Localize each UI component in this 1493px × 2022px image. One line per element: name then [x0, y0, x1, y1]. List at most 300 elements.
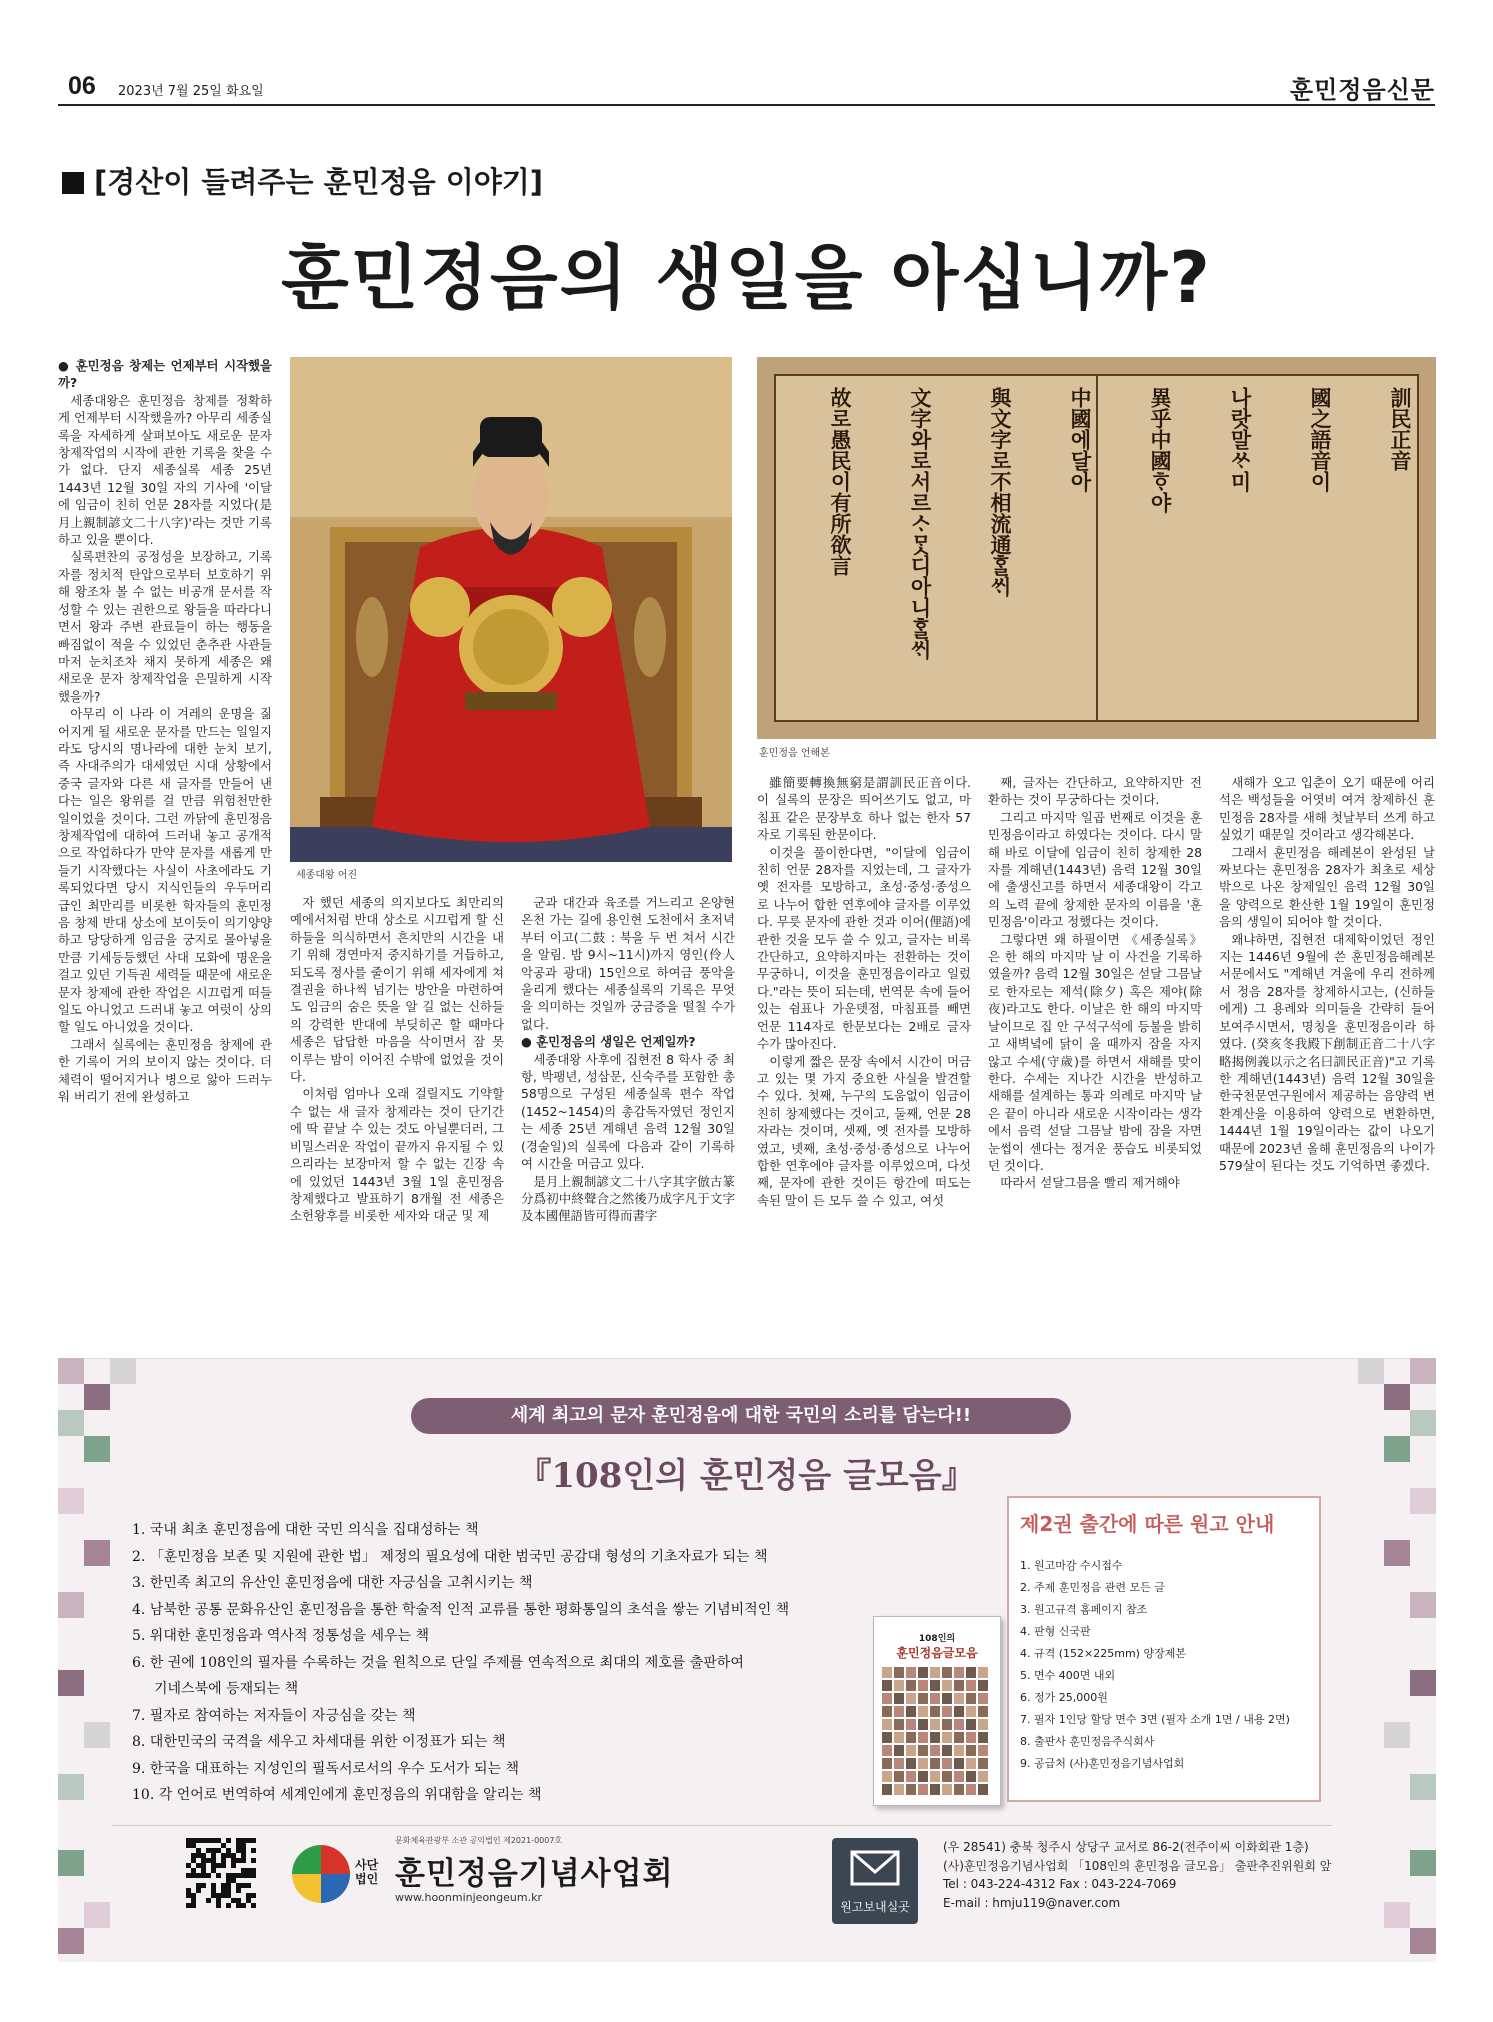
author-photo [966, 1745, 976, 1756]
contact-line: E-mail : hmju119@naver.com [943, 1895, 1121, 1910]
author-photo [930, 1667, 940, 1678]
qr-module [211, 1838, 216, 1843]
author-photo [954, 1758, 964, 1769]
author-photo [906, 1680, 916, 1691]
article-paragraph: 그래서 훈민정음 해례본이 완성된 날짜보다는 훈민정음 28자가 최초로 세상 밖으로 나온 창제일인 음력 12월 30일을 양력으로 환산한 1월 19일이 훈민정음의 생일이 되어야 할 것이다. [1219, 844, 1435, 930]
guide-item: 7. 필자 1인당 할당 면수 3면 (필자 소개 1면 / 내용 2면) [1020, 1713, 1290, 1726]
qr-module [226, 1853, 231, 1858]
org-prefix-line1: 사단 [355, 1858, 379, 1872]
article-paragraph: 세종대왕 사후에 집현전 8 학사 중 최항, 박팽년, 성삼문, 신숙주를 포함한 총 58명으로 구성된 세종실록 편수 작업(1452~1454)의 총감독자였던 정인지는 세종 25년 계해년 음력 12월 30일(경술일)의 실록에 다음과 같이 기록하여 시간을 머금고 있다. [521, 1051, 735, 1172]
author-photo [918, 1771, 928, 1782]
qr-module [246, 1868, 251, 1873]
author-photo [882, 1784, 892, 1795]
author-photo [954, 1771, 964, 1782]
author-photo [918, 1680, 928, 1691]
decorative-tile [1410, 1670, 1436, 1696]
article-paragraph: 따라서 섣달그믐을 빨리 제거해야 [1000, 1175, 1180, 1191]
qr-module [211, 1858, 216, 1863]
ad-feature-item: 4. 남북한 공통 문화유산인 훈민정음을 통한 학술적 인적 교류를 통한 평화통일의 초석을 쌓는 기념비적인 책 [132, 1601, 790, 1618]
qr-module [236, 1858, 241, 1863]
author-photo [882, 1732, 892, 1743]
document-column-text: 文字와로서르ᄉᆞᄆᆞᆺ디아니ᄒᆞᆯᄊᆡ [908, 387, 933, 660]
author-photo [894, 1758, 904, 1769]
qr-module [251, 1868, 256, 1873]
decorative-tile [1410, 1850, 1436, 1876]
decorative-tile [1384, 1384, 1410, 1410]
contact-line: (사)훈민정음기념사업회 「108인의 훈민정음 글모음」 출판추진위원회 앞 [943, 1858, 1332, 1873]
author-photo [906, 1758, 916, 1769]
document-column-text: 故로愚民이有所欲言 [828, 387, 853, 576]
author-photo [978, 1732, 988, 1743]
envelope-icon [832, 1838, 918, 1898]
qr-module [231, 1853, 236, 1858]
qr-module [221, 1858, 226, 1863]
qr-module [201, 1873, 206, 1878]
qr-module [211, 1883, 216, 1888]
qr-module [221, 1853, 226, 1858]
qr-module [206, 1858, 211, 1863]
qr-module [236, 1888, 241, 1893]
article-paragraph: 雖簡要轉換無窮是謂訓民正音이다. 이 실록의 문장은 띄어쓰기도 없고, 마침표 같은 문장부호 하나 없는 한자 57자로 기록된 한문이다. [757, 775, 971, 843]
qr-module [241, 1853, 246, 1858]
ad-feature-item: 1. 국내 최초 훈민정음에 대한 국민 의식을 집대성하는 책 [132, 1522, 479, 1538]
author-photo [882, 1745, 892, 1756]
qr-module [196, 1873, 201, 1878]
qr-module [201, 1853, 206, 1858]
article-subheading: ● 훈민정음 창제는 언제부터 시작했을까? [58, 357, 272, 392]
qr-module [226, 1893, 231, 1898]
article-paragraph: 세종대왕은 훈민정음 창제를 정확하게 언제부터 시작했을까? 아무리 세종실록을 자세하게 살펴보아도 새로운 문자 창제작업의 시작에 관한 기록을 찾을 수가 없다. 단지 세종실록 세종 25년 1443년 12월 30일 자의 기사에 '이달에 임금이 친히 언문 28자를 지었다(是月上親制諺文二十八字)'라는 것만 기록하고 있을 뿐이다. [58, 392, 272, 548]
contact-line: Tel : 043-224-4312 Fax : 043-224-7069 [943, 1877, 1177, 1891]
decorative-tile [58, 1670, 84, 1696]
ad-title: 『108인의 훈민정음 글모음』 [517, 1456, 976, 1496]
author-photo [954, 1706, 964, 1717]
guide-item: 8. 출판사 훈민정음주식회사 [1020, 1735, 1155, 1748]
qr-module [216, 1903, 221, 1908]
decorative-tile [1410, 1774, 1436, 1800]
decorative-tile [84, 1384, 110, 1410]
document-column-text: 中國에달아 [1068, 387, 1093, 492]
author-photo [954, 1784, 964, 1795]
qr-module [241, 1868, 246, 1873]
qr-module [186, 1843, 191, 1848]
qr-module [251, 1903, 256, 1908]
qr-module [236, 1898, 241, 1903]
ad-feature-list [132, 1517, 892, 1809]
qr-module [251, 1858, 256, 1863]
org-registration: 문화체육관광부 소관 공익법인 제2021-0007호 [395, 1836, 563, 1845]
author-photo [894, 1693, 904, 1704]
qr-module [246, 1838, 251, 1843]
decorative-tile [1410, 1358, 1436, 1384]
qr-module [211, 1853, 216, 1858]
article-subheading: ● 훈민정음의 생일은 언제일까? [521, 1033, 735, 1050]
qr-module [196, 1848, 201, 1853]
author-photo [918, 1784, 928, 1795]
org-prefix [355, 1858, 378, 1886]
qr-module [251, 1893, 256, 1898]
qr-module [231, 1878, 236, 1883]
author-photo [942, 1771, 952, 1782]
ad-banner: 세계 최고의 문자 훈민정음에 대한 국민의 소리를 담는다!! [411, 1398, 1071, 1434]
qr-module [251, 1848, 256, 1853]
article-column-6 [1219, 774, 1435, 1174]
author-photo [906, 1706, 916, 1717]
qr-module [206, 1873, 211, 1878]
portrait-caption: 세종대왕 어진 [296, 870, 358, 881]
author-photo [942, 1693, 952, 1704]
qr-module [226, 1878, 231, 1883]
author-photo [882, 1706, 892, 1717]
article-paragraph: 是月上親制諺文二十八字其字倣古篆分爲初中終聲合之然後乃成字凡于文字及本國俚語皆可得而書字 [521, 1173, 735, 1224]
decorative-tile [58, 1358, 84, 1384]
parchment-background [757, 357, 1436, 739]
decorative-tile [58, 1928, 84, 1954]
author-photo [918, 1719, 928, 1730]
author-photo [966, 1771, 976, 1782]
author-photo [954, 1745, 964, 1756]
qr-module [201, 1838, 206, 1843]
author-photo [954, 1732, 964, 1743]
author-photo [942, 1706, 952, 1717]
guide-item: 4. 판형 신국판 [1020, 1625, 1091, 1638]
qr-module [241, 1838, 246, 1843]
qr-module [196, 1838, 201, 1843]
author-photo [942, 1680, 952, 1691]
document-column-text: 國之語音이 [1308, 387, 1333, 492]
author-photo [906, 1771, 916, 1782]
decorative-tile [1410, 1928, 1436, 1954]
decorative-tile [1358, 1358, 1384, 1384]
document-column-text: 與文字로不相流通ᄒᆞᆯᄊᆡ [988, 387, 1013, 597]
author-photo [966, 1732, 976, 1743]
author-photo [954, 1680, 964, 1691]
author-photo [930, 1784, 940, 1795]
qr-module [191, 1838, 196, 1843]
qr-module [191, 1893, 196, 1898]
qr-module [196, 1853, 201, 1858]
qr-module [196, 1883, 201, 1888]
qr-module [221, 1883, 226, 1888]
author-photo [918, 1706, 928, 1717]
qr-module [196, 1888, 201, 1893]
author-photo [930, 1693, 940, 1704]
ad-feature-item: 6. 한 권에 108인의 필자를 수록하는 것을 원칙으로 단일 주제를 연속적으로 최대의 제호를 출판하여 [132, 1654, 744, 1671]
decorative-tile [84, 1540, 110, 1566]
author-photo [894, 1771, 904, 1782]
qr-module [226, 1883, 231, 1888]
author-photo [942, 1732, 952, 1743]
qr-module [201, 1858, 206, 1863]
author-photo [954, 1719, 964, 1730]
qr-module [191, 1868, 196, 1873]
qr-module [241, 1903, 246, 1908]
author-photo [942, 1719, 952, 1730]
decorative-tile [58, 1592, 84, 1618]
qr-module [201, 1883, 206, 1888]
issue-date: 2023년 7월 25일 화요일 [118, 84, 264, 99]
qr-module [226, 1838, 231, 1843]
qr-module [231, 1858, 236, 1863]
qr-module [216, 1863, 221, 1868]
author-photo [978, 1706, 988, 1717]
author-photo [918, 1667, 928, 1678]
decorative-tile [58, 1410, 84, 1436]
qr-module [186, 1903, 191, 1908]
author-photo [918, 1693, 928, 1704]
author-photo [966, 1758, 976, 1769]
book-title: 훈민정음글모음 [896, 1646, 978, 1660]
article-paragraph: 아무리 이 나라 이 겨레의 운명을 짊어지게 될 새로운 문자를 만드는 일일지라도 당시의 명나라에 대한 눈치 보기, 즉 사대주의가 대세였던 시대 상황에서 중국 글자와 다른 새 글자를 만들어 낸다는 일은 왕위를 걸 만큼 위험천만한 일이었을 것이다. 그런 까닭에 훈민정음 창제작업에 대하여 드러내 놓고 공개적으로 작업하다가 만약 문자를 새롭게 만들기 시작했다는 사실이 사초에라도 기록되었다면 당시 지식인들의 우두머리급인 최만리를 비롯한 학자들의 훈민정음 창제 반대 상소에 보이듯이 의기양양하고 당당하게 임금을 궁지로 몰아넣을 만큼 기세등등했던 사대 모화에 명운을 걸고 있던 기득권 세력들 때문에 새로운 문자 창제에 관한 작업은 시끄럽게 떠들 일도 아니었고 드러내 놓고 여럿이 상의할 일도 아니었을 것이다. [58, 706, 272, 1035]
mail-label: 원고보내실곳 [840, 1900, 910, 1914]
ad-feature-item: 7. 필자로 참여하는 저자들이 자긍심을 갖는 책 [132, 1707, 416, 1724]
qr-module [191, 1873, 196, 1878]
guide-item: 2. 주제 훈민정음 관련 모든 글 [1020, 1581, 1165, 1594]
author-photo [966, 1693, 976, 1704]
author-photo [918, 1732, 928, 1743]
author-photo [930, 1680, 940, 1691]
qr-module [201, 1863, 206, 1868]
ad-feature-item: 3. 한민족 최고의 유산인 훈민정음에 대한 자긍심을 고취시키는 책 [132, 1575, 533, 1591]
author-photo [906, 1693, 916, 1704]
author-photo [906, 1667, 916, 1678]
article-paragraph: 이것을 풀이한다면, "이달에 임금이 친히 언문 28자를 지었는데, 그 글자가 옛 전자를 모방하고, 초성·중성·종성으로 나누어 합한 연후에야 글자를 이루었다. 무릇 문자에 관한 것과 이어(俚語)에 관한 것을 모두 쓸 수 있고, 글자는 비록 간단하고, 요약하지마는 전환하는 것이 무궁하니, 이것을 훈민정음이라고 일렀다."라는 뜻이 되는데, 번역문 속에 들어 있는 쉼표나 가운뎃점, 마침표를 빼면 언문 114자로 한문보다는 2배로 글자 수가 많아진다. [757, 844, 971, 1052]
author-photo [966, 1719, 976, 1730]
author-photo [882, 1719, 892, 1730]
author-photo [978, 1758, 988, 1769]
author-photo [930, 1758, 940, 1769]
decorative-tile [110, 1358, 136, 1384]
qr-module [251, 1838, 256, 1843]
document-caption: 훈민정음 언해본 [759, 748, 830, 759]
newspaper-name: 훈민정음신문 [1289, 76, 1435, 104]
qr-module [221, 1888, 226, 1893]
page-number: 06 [68, 72, 96, 100]
ad-feature-item: 기네스북에 등재되는 책 [154, 1681, 299, 1697]
decorative-tile [1384, 1540, 1410, 1566]
author-photo [882, 1771, 892, 1782]
qr-module [191, 1903, 196, 1908]
author-photo [906, 1732, 916, 1743]
decorative-tile [1410, 1410, 1436, 1436]
qr-module [221, 1843, 226, 1848]
article-paragraph: 그렇다면 왜 하필이면 《세종실록》은 한 해의 마지막 날 이 사건을 기록하였을까? 음력 12월 30일은 섣달 그믐날로 한자로는 제석(除夕) 혹은 제야(除夜)라고도 한다. 이날은 한 해의 마지막 날이므로 집 안 구석구석에 등불을 밝히고 새벽녘에 닭이 울 때까지 잠을 자지 않고 수세(守歲)를 하면서 새해를 맞이한다. 수세는 지나간 시간을 반성하고 새해를 설계하는 통과 의례로 마지막 날은 끝이 아니라 새로운 시작이라는 생각에서 음력 섣달 그믐날 밤에 잠을 자면 눈썹이 센다는 정겨운 풍습도 비롯되었던 것이다. [988, 931, 1202, 1173]
qr-module [236, 1883, 241, 1888]
qr-module [231, 1873, 236, 1878]
qr-module [211, 1863, 216, 1868]
author-photo [918, 1758, 928, 1769]
qr-code-graphic [186, 1838, 256, 1908]
author-photo [930, 1745, 940, 1756]
headline: 훈민정음의 생일을 아십니까? [281, 237, 1212, 319]
qr-module [241, 1858, 246, 1863]
decorative-tile [84, 1902, 110, 1928]
qr-module [206, 1898, 211, 1903]
ad-feature-item: 9. 한국을 대표하는 지성인의 필독서로서의 우수 도서가 되는 책 [132, 1760, 520, 1777]
article-paragraph: 왜냐하면, 집현전 대제학이었던 정인지는 1446년 9월에 쓴 훈민정음해례본 서문에서도 "계해년 겨울에 우리 전하께서 정음 28자를 창제하시고는, (신하들에게) 그 용례와 의미들을 간략히 들어 보여주시면서, 명칭을 훈민정음이라 하였다. (癸亥冬我殿下創制正音二十八字略揭例義以示之名曰訓民正音)"고 기록한 계해년(1443년) 음력 12월 30일을 한국천문연구원에서 제공하는 음양력 변환계산을 이용하여 양력으로 변환하면, 1444년 1월 19일이라는 값이 나오기 때문에 2023년 올해 훈민정음의 나이가 579살이 된다는 것도 기억하면 좋겠다. [1219, 931, 1435, 1173]
guide-item: 9. 공급처 (사)훈민정음기념사업회 [1020, 1757, 1185, 1770]
author-photo [930, 1771, 940, 1782]
author-photo [882, 1758, 892, 1769]
ad-feature-item: 5. 위대한 훈민정음과 역사적 정통성을 세우는 책 [132, 1628, 430, 1644]
author-photo [930, 1719, 940, 1730]
author-photo [942, 1784, 952, 1795]
guide-list [1020, 1555, 1290, 1775]
decorative-tile [1384, 1902, 1410, 1928]
document-column-text: 訓民正音 [1388, 387, 1413, 471]
qr-module [191, 1898, 196, 1903]
qr-code-icon[interactable] [186, 1838, 256, 1908]
header-divider [58, 104, 1435, 106]
org-name: 훈민정음기념사업회 [395, 1856, 674, 1892]
decorative-tile [58, 1774, 84, 1800]
author-photo [882, 1680, 892, 1691]
qr-module [241, 1843, 246, 1848]
org-website-link[interactable]: www.hoonminjeongeum.kr [395, 1891, 542, 1904]
author-photo [894, 1719, 904, 1730]
ad-footer-divider [112, 1825, 1332, 1826]
guide-item: 4. 규격 (152×225mm) 양장제본 [1020, 1647, 1186, 1660]
author-photo [978, 1719, 988, 1730]
author-photo [906, 1784, 916, 1795]
qr-module [211, 1868, 216, 1873]
decorative-tile [1410, 1592, 1436, 1618]
qr-module [236, 1838, 241, 1843]
article-paragraph: 자 했던 세종의 의지보다도 최만리의 예에서처럼 반대 상소로 시끄럽게 할 신하들을 의식하면서 흔치만의 시간을 내기 위해 경연마저 중지하기를 거듭하고, 되도록 정사를 줄이기 위해 세자에게 쳐결권을 하나씩 넘기는 방안을 마련하여도 임금의 숨은 뜻을 알 길 없는 신하들의 강력한 반대에 부딪히곤 할 때마다 세종은 답답한 마음을 삭이면서 잠 못 이루는 밤이 이어진 수밖에 없었을 것이다. [290, 895, 504, 1085]
qr-module [246, 1873, 251, 1878]
qr-module [186, 1863, 191, 1868]
author-photo [894, 1732, 904, 1743]
qr-module [216, 1848, 221, 1853]
sejong-portrait-image [290, 357, 732, 862]
qr-module [191, 1853, 196, 1858]
qr-module [211, 1893, 216, 1898]
article-column-2 [290, 894, 504, 1225]
qr-module [201, 1868, 206, 1873]
decorative-tile [1384, 1722, 1410, 1748]
author-photo [894, 1784, 904, 1795]
article-column-1 [58, 357, 272, 1105]
guide-item: 5. 면수 400면 내외 [1020, 1669, 1116, 1682]
document-column-text: 나랏말ᄊᆞ미 [1228, 387, 1253, 492]
author-photo [882, 1667, 892, 1678]
qr-module [186, 1838, 191, 1843]
qr-module [251, 1873, 256, 1878]
author-photo [966, 1667, 976, 1678]
qr-module [231, 1898, 236, 1903]
qr-module [236, 1903, 241, 1908]
qr-module [191, 1843, 196, 1848]
author-photo [978, 1680, 988, 1691]
qr-module [226, 1848, 231, 1853]
author-photo [942, 1667, 952, 1678]
qr-module [186, 1873, 191, 1878]
qr-module [236, 1848, 241, 1853]
author-photo [906, 1745, 916, 1756]
org-logo-icon [292, 1845, 350, 1903]
ad-feature-item: 2. 「훈민정음 보존 및 지원에 관한 법」 제정의 필요성에 대한 범국민 공감대 형성의 기초자료가 되는 책 [132, 1548, 768, 1565]
article-paragraph: 그래서 실록에는 훈민정음 창제에 관한 기록이 거의 보이지 않는 것이다. 더 체력이 떨어지거나 병으로 앓아 드러누워 버리기 전에 완성하고 [58, 1036, 272, 1105]
decorative-tile [84, 1722, 110, 1748]
qr-module [186, 1888, 191, 1893]
qr-module [191, 1858, 196, 1863]
qr-module [246, 1893, 251, 1898]
qr-module [236, 1873, 241, 1878]
qr-module [231, 1863, 236, 1868]
qr-module [186, 1893, 191, 1898]
author-photo [966, 1784, 976, 1795]
author-photo [930, 1732, 940, 1743]
book-series: 108인의 [918, 1634, 956, 1644]
org-prefix-line2: 법인 [355, 1872, 379, 1886]
author-photo [894, 1745, 904, 1756]
qr-module [216, 1838, 221, 1843]
qr-module [221, 1863, 226, 1868]
article-column-5 [988, 774, 1202, 1192]
author-photo [942, 1758, 952, 1769]
book-author-photos-grid [882, 1667, 992, 1797]
article-paragraph: 이렇게 짧은 문장 속에서 시간이 머금고 있는 몇 가지 중요한 사실을 발견할 수 있다. 첫째, 누구의 도움없이 임금이 친히 창제했다는 것이고, 둘째, 언문 28자라는 것이며, 셋째, 옛 전자를 모방하였고, 넷째, 초성·중성·종성으로 나누어 합한 연후에야 글자를 이루었으며, 다섯째, 문자에 관한 것이든 항간에 떠도는 속된 말이 든 모두 쓸 수 있고, 여섯 [757, 1053, 971, 1208]
guide-item: 3. 원고규격 홈페이지 참조 [1020, 1603, 1148, 1616]
author-photo [954, 1693, 964, 1704]
article-column-4 [757, 774, 971, 1209]
article-paragraph: 그리고 마지막 일곱 번째로 이것을 훈민정음이라고 하였다는 것이다. 다시 말해 바로 이달에 임금이 친히 창제한 28자를 계해년(1443년) 음력 12월 30일에 출생신고를 하면서 세종대왕이 각고의 노력 끝에 창제한 문자의 이름을 '훈민정음'이라고 정했다는 것이다. [988, 809, 1202, 930]
article-paragraph: 이처럼 엄마나 오래 걸릴지도 기약할 수 없는 새 글자 창제라는 것이 단기간에 딱 끝날 수 있는 것도 아닐뿐더러, 그 비밀스러운 작업이 끝까지 유지될 수 있으리라는 보장마저 할 수 없는 긴장 속에 있었던 1443년 3월 1일 훈민정음 창제했다고 발표하기 8개월 전 세종은 소헌왕후를 비롯한 세자와 대군 및 제 [290, 1086, 504, 1224]
qr-module [236, 1843, 241, 1848]
author-photo [978, 1667, 988, 1678]
section-label-text: [경산이 들려주는 훈민정음 이야기] [94, 165, 543, 199]
author-photo [894, 1706, 904, 1717]
author-photo [882, 1693, 892, 1704]
qr-module [211, 1888, 216, 1893]
qr-module [226, 1903, 231, 1908]
author-photo [978, 1693, 988, 1704]
qr-module [241, 1873, 246, 1878]
author-photo [930, 1706, 940, 1717]
author-photo [894, 1667, 904, 1678]
book-cover-image [873, 1616, 1001, 1806]
qr-module [206, 1838, 211, 1843]
article-paragraph: 새해가 오고 입춘이 오기 때문에 어리석은 백성들을 어엿비 여겨 창제하신 훈민정음 28자를 새해 첫날부터 쓰게 하고 싶었기 때문일 것이라고 생각해본다. [1219, 775, 1435, 843]
qr-module [211, 1848, 216, 1853]
qr-module [246, 1883, 251, 1888]
contact-line: (우 28541) 충북 청주시 상당구 교서로 86-2(전주이씨 이화회관 1층) [943, 1840, 1309, 1854]
guide-title: 제2권 출간에 따른 원고 안내 [1020, 1512, 1275, 1536]
ad-feature-item: 8. 대한민국의 국격을 세우고 차세대를 위한 이정표가 되는 책 [132, 1734, 506, 1750]
guide-item: 1. 원고마감 수시접수 [1020, 1559, 1123, 1572]
qr-module [221, 1893, 226, 1898]
article-column-3 [521, 894, 735, 1225]
author-photo [918, 1745, 928, 1756]
author-photo [942, 1745, 952, 1756]
qr-module [226, 1888, 231, 1893]
qr-module [246, 1898, 251, 1903]
author-photo [906, 1719, 916, 1730]
qr-module [216, 1898, 221, 1903]
qr-module [241, 1848, 246, 1853]
article-paragraph: 째, 글자는 간단하고, 요약하지만 전환하는 것이 무궁하다는 것이다. [988, 775, 1202, 808]
qr-module [196, 1863, 201, 1868]
author-photo [978, 1784, 988, 1795]
hunminjeongeum-eonhaebon-image [757, 357, 1436, 739]
article-paragraph: 실록편찬의 공정성을 보장하고, 기록자를 정치적 탄압으로부터 보호하기 위해 왕조차 볼 수 없는 비공개 문서를 작성할 수 있는 권한으로 왕들을 따라다니면서 왕과 주변 관료들이 하는 행동을 빠짐없이 적을 수 있었던 춘추관 사관들마저 눈치조차 채지 못하게 세종은 왜 새로운 문자 창제작업을 은밀하게 시작했을까? [58, 549, 272, 704]
author-photo [978, 1745, 988, 1756]
document-column-text: 異乎中國ᄒᆞ야 [1148, 387, 1173, 513]
author-photo [954, 1667, 964, 1678]
qr-module [241, 1883, 246, 1888]
article-paragraph: 군과 대간과 육조를 거느리고 온양현 온천 가는 길에 용인현 도천에서 초저녁부터 이고(二鼓 : 북을 두 번 쳐서 시간을 알림. 밤 9시~11시)까지 영인(伶人 악공과 광대) 15인으로 하여금 풍악을 울리게 했다는 세종실록의 기록은 무엇을 의미하는 것일까 궁금증을 떨칠 수가 없다. [521, 895, 735, 1032]
decorative-tile [58, 1850, 84, 1876]
